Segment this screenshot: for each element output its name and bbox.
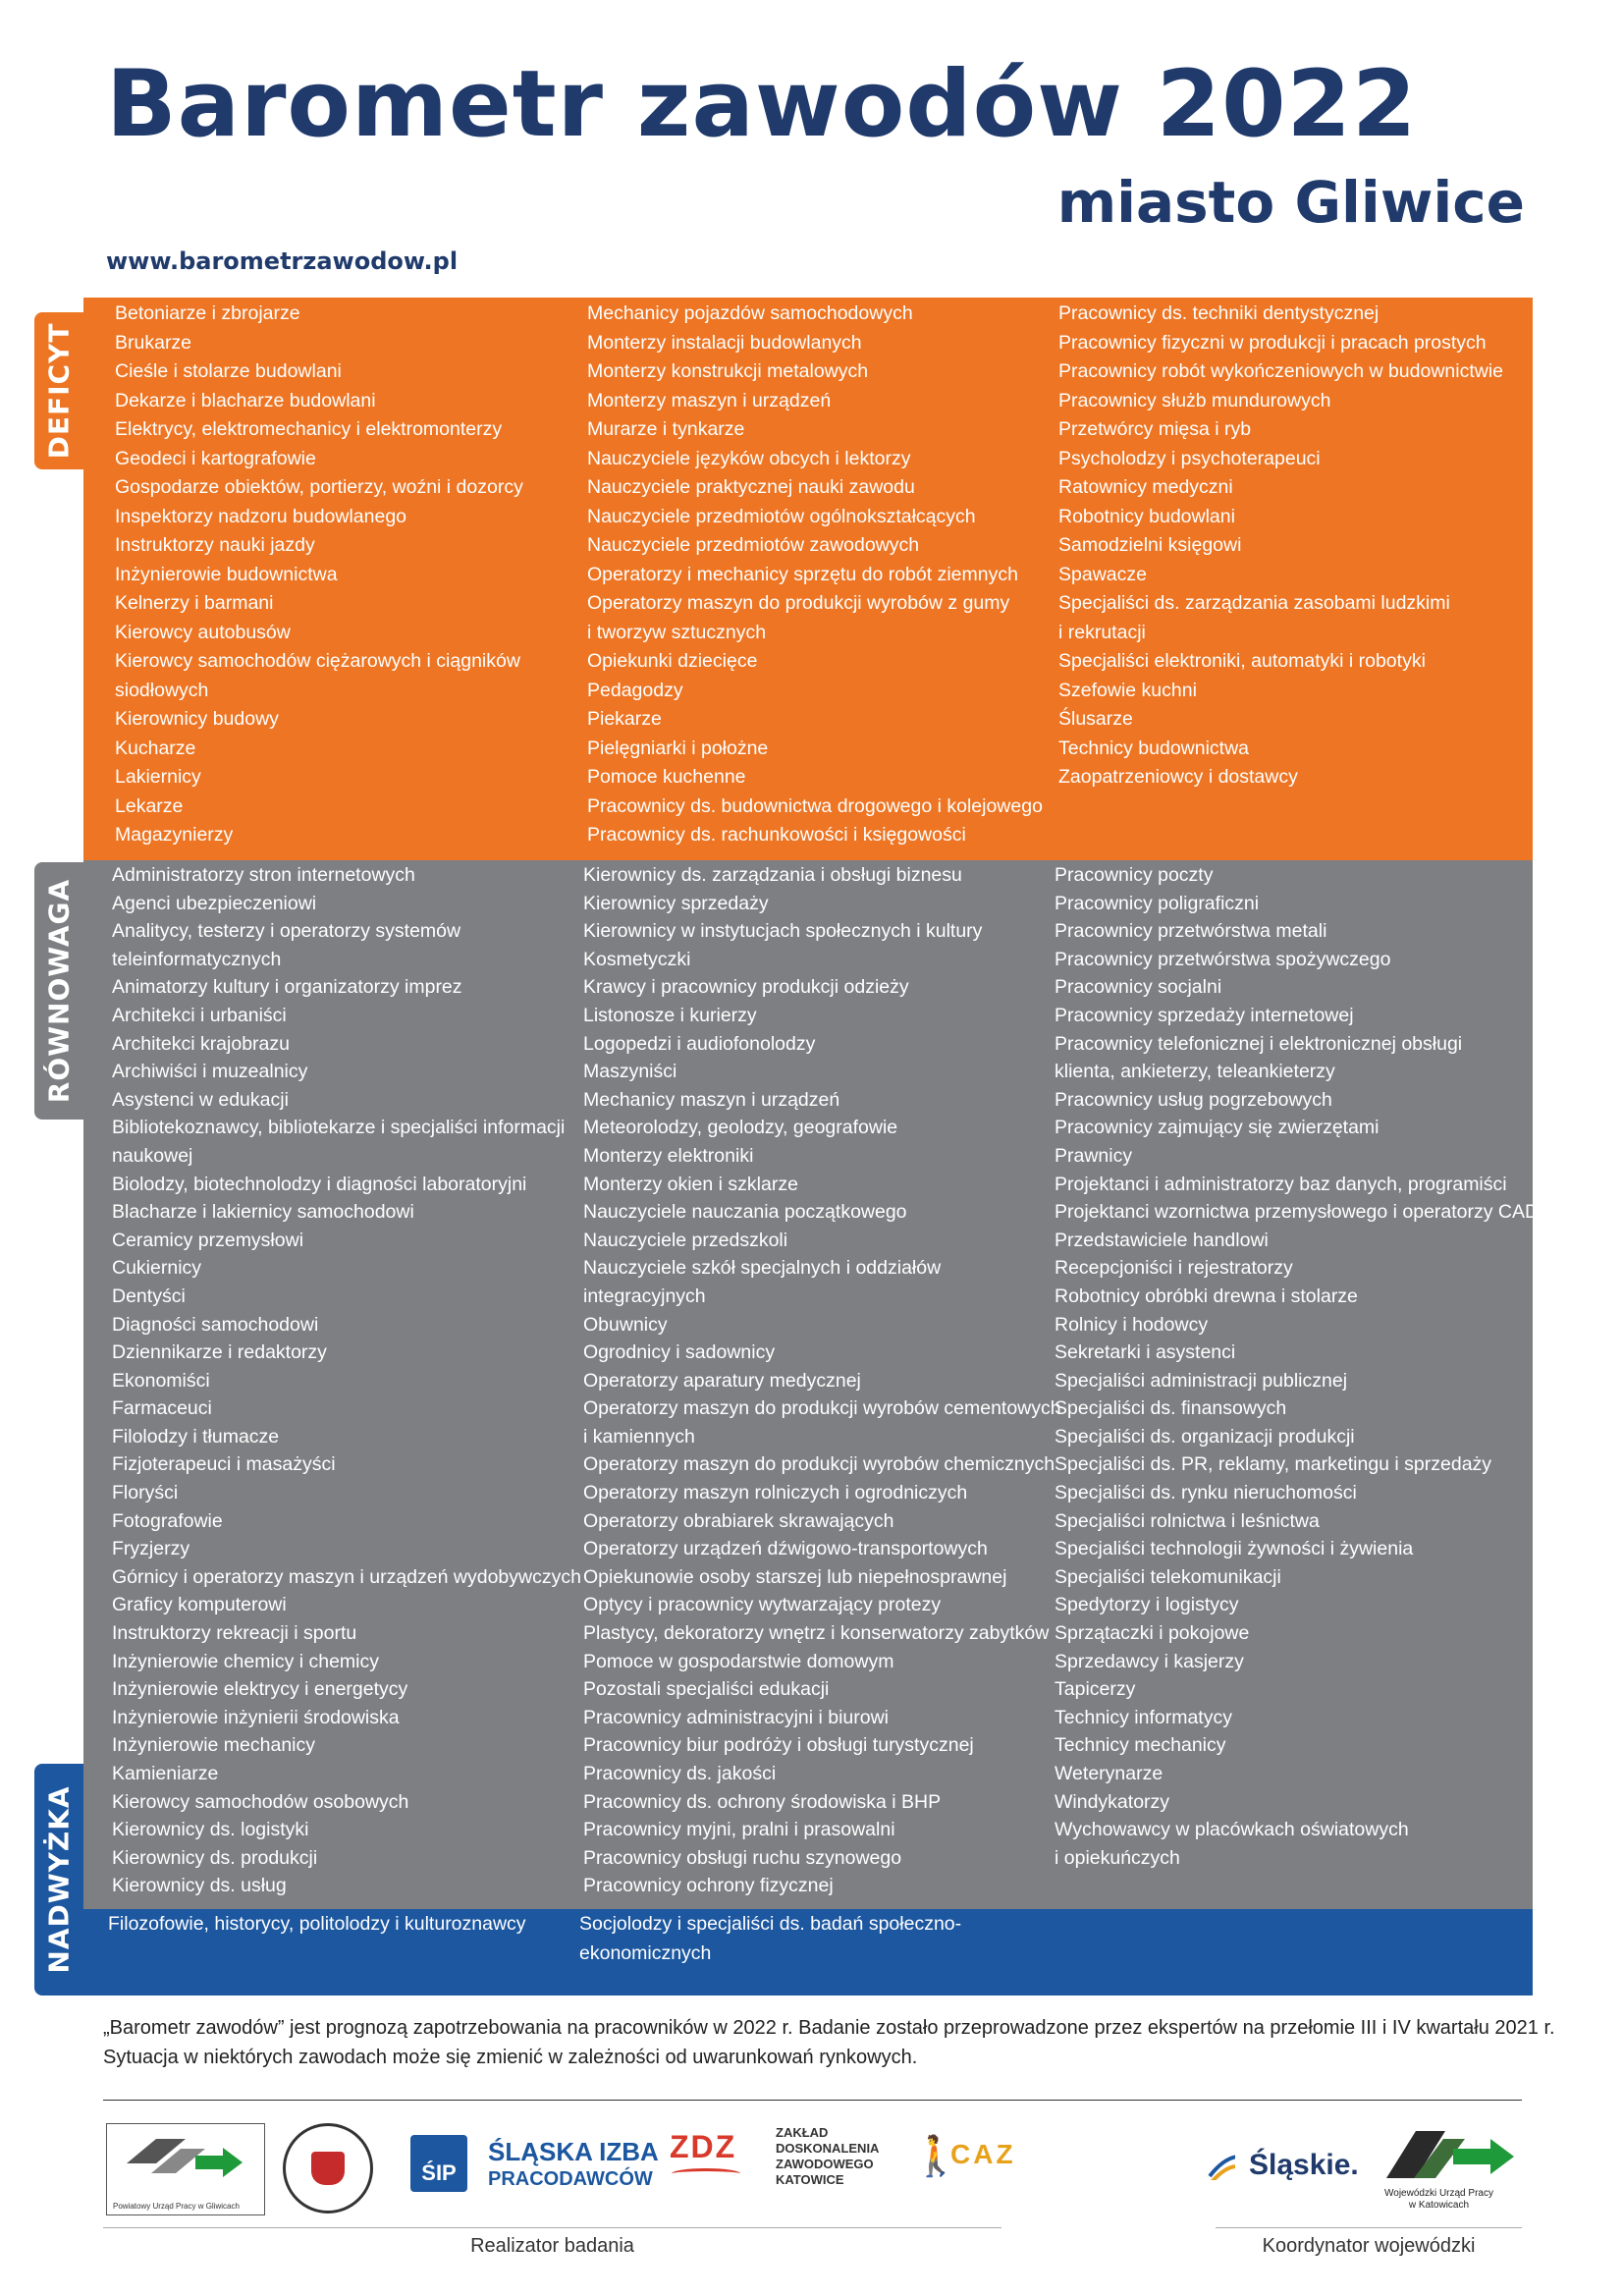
- occupation-item: Inspektorzy nadzoru budowlanego: [115, 505, 407, 527]
- occupation-item: Monterzy okien i szklarze: [583, 1173, 798, 1195]
- occupation-item: Listonosze i kurierzy: [583, 1004, 757, 1026]
- occupation-item: Bibliotekoznawcy, bibliotekarze i specjaliści informacji: [112, 1117, 566, 1139]
- zdz-name-line-1: ZAKŁAD: [776, 2125, 829, 2140]
- deficit-label: DEFICYT: [42, 322, 76, 460]
- occupation-item: Ogrodnicy i sadownicy: [583, 1341, 776, 1364]
- occupation-item: Operatorzy i mechanicy sprzętu do robót ziemnych: [587, 563, 1018, 585]
- occupation-item: Operatorzy obrabiarek skrawających: [583, 1509, 894, 1532]
- occupation-item: Kierowcy samochodów ciężarowych i ciągników: [115, 650, 520, 672]
- occupation-item: Specjaliści ds. organizacji produkcji: [1055, 1425, 1355, 1448]
- occupation-item: Pracownicy obsługi ruchu szynowego: [583, 1846, 902, 1869]
- occupation-item: Asystenci w edukacji: [112, 1088, 289, 1111]
- occupation-item: Pracownicy zajmujący się zwierzętami: [1055, 1117, 1380, 1139]
- occupation-item: Architekci krajobrazu: [112, 1032, 290, 1055]
- occupation-item: Specjaliści ds. finansowych: [1055, 1397, 1287, 1420]
- occupation-item: Robotnicy budowlani: [1058, 505, 1235, 527]
- occupation-item: Kierownicy ds. zarządzania i obsługi biznesu: [583, 864, 962, 886]
- slaskie-logo: Śląskie.: [1249, 2149, 1359, 2181]
- occupation-item: Pracownicy przetwórstwa metali: [1055, 920, 1327, 943]
- occupation-item: Projektanci wzornictwa przemysłowego i operatorzy CAD: [1055, 1201, 1540, 1224]
- occupation-item: Architekci i urbaniści: [112, 1004, 287, 1026]
- occupation-item: Nauczyciele szkół specjalnych i oddziałów: [583, 1257, 942, 1280]
- occupation-item: Kosmetyczki: [583, 948, 691, 970]
- realizator-label: Realizator badania: [470, 2235, 634, 2257]
- wup-caption-line-1: Wojewódzki Urząd Pracy: [1384, 2188, 1493, 2199]
- occupation-item: i kamiennych: [583, 1425, 695, 1448]
- occupation-item: teleinformatycznych: [112, 948, 282, 970]
- occupation-item: integracyjnych: [583, 1285, 706, 1307]
- sip-logo-subtitle: PRACODAWCÓW: [488, 2168, 653, 2190]
- website-link[interactable]: www.barometrzawodow.pl: [106, 247, 459, 275]
- balance-column-2: [583, 861, 1061, 1900]
- zdz-name-line-4: KATOWICE: [776, 2172, 844, 2187]
- occupation-item: klienta, ankieterzy, teleankieterzy: [1055, 1061, 1335, 1083]
- occupation-item: Nauczyciele przedmiotów ogólnokształcących: [587, 505, 976, 527]
- occupation-item: Opiekunowie osoby starszej lub niepełnosprawnej: [583, 1565, 1007, 1588]
- surplus-column-2: [579, 1909, 961, 1968]
- realizator-divider: [103, 2227, 1001, 2228]
- occupation-item: Cukiernicy: [112, 1257, 202, 1280]
- occupation-item: Tapicerzy: [1055, 1678, 1136, 1701]
- occupation-item: Analitycy, testerzy i operatorzy systemów: [112, 920, 461, 943]
- zdz-wave-icon: [672, 2168, 740, 2179]
- occupation-item: Meteorolodzy, geolodzy, geografowie: [583, 1117, 898, 1139]
- occupation-item: Pracownicy poligraficzni: [1055, 892, 1260, 914]
- balance-column-1: [112, 861, 581, 1900]
- occupation-item: Blacharze i lakiernicy samochodowi: [112, 1201, 414, 1224]
- wup-caption-line-2: w Katowicach: [1408, 2200, 1470, 2211]
- occupation-item: Pracownicy ds. techniki dentystycznej: [1058, 302, 1380, 324]
- occupation-item: Animatorzy kultury i organizatorzy imprez: [112, 976, 462, 999]
- occupation-item: Sprzątaczki i pokojowe: [1055, 1622, 1250, 1645]
- disclaimer: [103, 2013, 1555, 2072]
- occupation-item: Dentyści: [112, 1285, 186, 1307]
- occupation-item: Geodeci i kartografowie: [115, 447, 316, 469]
- occupation-item: Pracownicy ds. budownictwa drogowego i kolejowego: [587, 794, 1043, 817]
- occupation-item: Monterzy elektroniki: [583, 1144, 754, 1167]
- occupation-item: Fizjoterapeuci i masażyści: [112, 1453, 336, 1476]
- occupation-item: Krawcy i pracownicy produkcji odzieży: [583, 976, 909, 999]
- sip-logo-badge: ŚIP: [410, 2135, 467, 2192]
- occupation-item: Inżynierowie budownictwa: [115, 563, 338, 585]
- occupation-item: Psycholodzy i psychoterapeuci: [1058, 447, 1321, 469]
- coordinator-label: Koordynator wojewódzki: [1262, 2235, 1476, 2257]
- occupation-item: Socjolodzy i specjaliści ds. badań społeczno-: [579, 1913, 962, 1935]
- occupation-item: Specjaliści ds. rynku nieruchomości: [1055, 1482, 1357, 1504]
- disclaimer-line-2: Sytuacja w niektórych zawodach może się zmienić w zależności od uwarunkowań rynkowych.: [103, 2047, 918, 2068]
- pup-caption: Powiatowy Urząd Pracy w Gliwicach: [113, 2202, 240, 2211]
- occupation-item: Zaopatrzeniowcy i dostawcy: [1058, 766, 1298, 788]
- occupation-item: Mechanicy pojazdów samochodowych: [587, 302, 913, 324]
- occupation-item: Szefowie kuchni: [1058, 679, 1197, 701]
- occupation-item: Lekarze: [115, 794, 184, 817]
- occupation-item: Kucharze: [115, 737, 196, 759]
- occupation-item: Samodzielni księgowi: [1058, 534, 1242, 556]
- occupation-item: Pracownicy ds. ochrony środowiska i BHP: [583, 1790, 942, 1813]
- occupation-item: Farmaceuci: [112, 1397, 212, 1420]
- occupation-item: Pielęgniarki i położne: [587, 737, 769, 759]
- page-title: Barometr zawodów 2022: [106, 51, 1418, 158]
- occupation-item: Fotografowie: [112, 1509, 223, 1532]
- occupation-item: Specjaliści administracji publicznej: [1055, 1369, 1348, 1392]
- crest-shield-icon: [311, 2152, 345, 2185]
- occupation-item: Plastycy, dekoratorzy wnętrz i konserwatorzy zabytków: [583, 1622, 1050, 1645]
- occupation-item: Technicy informatycy: [1055, 1706, 1232, 1728]
- caz-logo: CAZ: [950, 2139, 1016, 2169]
- city-crest-logo: [283, 2123, 373, 2214]
- occupation-item: Elektrycy, elektromechanicy i elektromonterzy: [115, 418, 503, 440]
- occupation-item: Specjaliści ds. zarządzania zasobami ludzkimi: [1058, 592, 1450, 614]
- occupation-item: Pomoce kuchenne: [587, 766, 746, 788]
- occupation-item: Windykatorzy: [1055, 1790, 1170, 1813]
- occupation-item: Recepcjoniści i rejestratorzy: [1055, 1257, 1293, 1280]
- occupation-item: Pozostali specjaliści edukacji: [583, 1678, 830, 1701]
- pup-logo: [106, 2123, 265, 2215]
- zdz-name: [776, 2125, 879, 2188]
- occupation-item: Specjaliści elektroniki, automatyki i robotyki: [1058, 650, 1426, 672]
- occupation-item: Administratorzy stron internetowych: [112, 864, 415, 886]
- occupation-item: Spedytorzy i logistycy: [1055, 1594, 1239, 1616]
- occupation-item: Operatorzy maszyn do produkcji wyrobów cementowych: [583, 1397, 1061, 1420]
- occupation-item: Nauczyciele praktycznej nauki zawodu: [587, 476, 915, 498]
- occupation-item: Spawacze: [1058, 563, 1147, 585]
- occupation-item: Inżynierowie elektrycy i energetycy: [112, 1678, 408, 1701]
- balance-label: RÓWNOWAGA: [42, 878, 76, 1104]
- occupation-item: Kierownicy ds. logistyki: [112, 1819, 309, 1841]
- occupation-item: Monterzy konstrukcji metalowych: [587, 360, 869, 382]
- occupation-item: Specjaliści telekomunikacji: [1055, 1565, 1281, 1588]
- occupation-item: Fryzjerzy: [112, 1538, 190, 1560]
- occupation-item: Kierownicy sprzedaży: [583, 892, 769, 914]
- occupation-item: Nauczyciele przedmiotów zawodowych: [587, 534, 920, 556]
- occupation-item: Dziennikarze i redaktorzy: [112, 1341, 327, 1364]
- disclaimer-line-1: „Barometr zawodów” jest prognozą zapotrzebowania na pracowników w 2022 r. Badanie zostało przeprowadzone przez ekspertów na przełomie III i IV kwartału 2021 r.: [103, 2017, 1555, 2039]
- deficit-tab: [34, 312, 83, 469]
- deficit-column-2: [587, 300, 1043, 850]
- occupation-item: Nauczyciele nauczania początkowego: [583, 1201, 907, 1224]
- occupation-item: siodłowych: [115, 679, 209, 701]
- occupation-item: Technicy mechanicy: [1055, 1734, 1226, 1757]
- zdz-name-line-2: DOSKONALENIA: [776, 2141, 880, 2156]
- occupation-item: Pracownicy ochrony fizycznej: [583, 1875, 834, 1897]
- footer-divider: [103, 2100, 1522, 2101]
- occupation-item: Pracownicy robót wykończeniowych w budownictwie: [1058, 360, 1504, 382]
- occupation-item: Instruktorzy rekreacji i sportu: [112, 1622, 357, 1645]
- occupation-item: Specjaliści ds. PR, reklamy, marketingu i sprzedaży: [1055, 1453, 1492, 1476]
- occupation-item: Gospodarze obiektów, portierzy, woźni i dozorcy: [115, 476, 523, 498]
- occupation-item: Agenci ubezpieczeniowi: [112, 892, 317, 914]
- occupation-item: Specjaliści rolnictwa i leśnictwa: [1055, 1509, 1320, 1532]
- occupation-item: Wychowawcy w placówkach oświatowych: [1055, 1819, 1409, 1841]
- occupation-item: Opiekunki dziecięce: [587, 650, 758, 672]
- occupation-item: Magazynierzy: [115, 824, 234, 846]
- surplus-label: NADWYŻKA: [42, 1785, 76, 1974]
- occupation-item: Pracownicy służb mundurowych: [1058, 389, 1331, 411]
- occupation-item: Pracownicy usług pogrzebowych: [1055, 1088, 1332, 1111]
- balance-column-3: [1055, 861, 1539, 1872]
- occupation-item: Optycy i pracownicy wytwarzający protezy: [583, 1594, 942, 1616]
- wup-caption: [1384, 2188, 1493, 2212]
- surplus-column-1: [108, 1909, 526, 1939]
- occupation-item: Lakiernicy: [115, 766, 201, 788]
- occupation-item: Kelnerzy i barmani: [115, 592, 274, 614]
- occupation-item: i tworzyw sztucznych: [587, 621, 767, 643]
- occupation-item: Pracownicy telefonicznej i elektronicznej obsługi: [1055, 1032, 1463, 1055]
- occupation-item: Pracownicy sprzedaży internetowej: [1055, 1004, 1354, 1026]
- occupation-item: Ślusarze: [1058, 708, 1133, 730]
- occupation-item: Górnicy i operatorzy maszyn i urządzeń wydobywczych: [112, 1565, 581, 1588]
- occupation-item: Nauczyciele przedszkoli: [583, 1229, 788, 1251]
- zdz-name-line-3: ZAWODOWEGO: [776, 2157, 874, 2171]
- occupation-item: Pracownicy przetwórstwa spożywczego: [1055, 948, 1391, 970]
- occupation-item: Monterzy instalacji budowlanych: [587, 331, 862, 354]
- occupation-item: Nauczyciele języków obcych i lektorzy: [587, 447, 911, 469]
- occupation-item: Archiwiści i muzealnicy: [112, 1061, 308, 1083]
- caz-figure-icon: 🚶: [911, 2135, 960, 2178]
- occupation-item: naukowej: [112, 1144, 193, 1167]
- occupation-item: Brukarze: [115, 331, 192, 354]
- occupation-item: Kierowcy samochodów osobowych: [112, 1790, 409, 1813]
- occupation-item: Pracownicy socjalni: [1055, 976, 1222, 999]
- occupation-item: Przetwórcy mięsa i ryb: [1058, 418, 1252, 440]
- occupation-item: Obuwnicy: [583, 1313, 668, 1336]
- occupation-item: Ekonomiści: [112, 1369, 210, 1392]
- occupation-item: Instruktorzy nauki jazdy: [115, 534, 315, 556]
- city-subtitle: miasto Gliwice: [1056, 169, 1525, 236]
- occupation-item: Inżynierowie inżynierii środowiska: [112, 1706, 400, 1728]
- occupation-item: Przedstawiciele handlowi: [1055, 1229, 1269, 1251]
- occupation-item: ekonomicznych: [579, 1942, 712, 1964]
- occupation-item: Prawnicy: [1055, 1144, 1133, 1167]
- wup-logo-icon: [1377, 2121, 1524, 2186]
- occupation-item: Pracownicy ds. rachunkowości i księgowości: [587, 824, 966, 846]
- occupation-item: Weterynarze: [1055, 1763, 1163, 1784]
- occupation-item: Kierownicy budowy: [115, 708, 279, 730]
- occupation-item: Filozofowie, historycy, politolodzy i kulturoznawcy: [108, 1913, 526, 1935]
- occupation-item: Mechanicy maszyn i urządzeń: [583, 1088, 840, 1111]
- occupation-item: Pracownicy poczty: [1055, 864, 1214, 886]
- occupation-item: Specjaliści technologii żywności i żywienia: [1055, 1538, 1414, 1560]
- pup-logo-icon: [107, 2124, 264, 2193]
- occupation-item: Projektanci i administratorzy baz danych, programiści: [1055, 1173, 1507, 1195]
- occupation-item: Pracownicy biur podróży i obsługi turystycznej: [583, 1734, 974, 1757]
- occupation-item: Pracownicy administracyjni i biurowi: [583, 1706, 890, 1728]
- occupation-item: Ceramicy przemysłowi: [112, 1229, 304, 1251]
- balance-tab: [34, 862, 83, 1120]
- occupation-item: Filolodzy i tłumacze: [112, 1425, 280, 1448]
- occupation-item: Floryści: [112, 1482, 179, 1504]
- occupation-item: Maszyniści: [583, 1061, 677, 1083]
- occupation-item: Diagności samochodowi: [112, 1313, 319, 1336]
- occupation-item: Operatorzy maszyn rolniczych i ogrodniczych: [583, 1482, 968, 1504]
- occupation-item: Inżynierowie mechanicy: [112, 1734, 316, 1757]
- occupation-item: Pedagodzy: [587, 679, 683, 701]
- occupation-item: i rekrutacji: [1058, 621, 1146, 643]
- occupation-item: Ratownicy medyczni: [1058, 476, 1233, 498]
- occupation-item: Piekarze: [587, 708, 662, 730]
- occupation-item: Rolnicy i hodowcy: [1055, 1313, 1209, 1336]
- surplus-tab: [34, 1764, 83, 1995]
- occupation-item: Kierownicy ds. usług: [112, 1875, 287, 1897]
- occupation-item: Monterzy maszyn i urządzeń: [587, 389, 832, 411]
- occupation-item: Kierownicy ds. produkcji: [112, 1846, 318, 1869]
- occupation-item: Technicy budownictwa: [1058, 737, 1250, 759]
- occupation-item: Operatorzy aparatury medycznej: [583, 1369, 861, 1392]
- occupation-item: Kierownicy w instytucjach społecznych i kultury: [583, 920, 983, 943]
- occupation-item: Sprzedawcy i kasjerzy: [1055, 1650, 1244, 1672]
- occupation-item: Graficy komputerowi: [112, 1594, 287, 1616]
- occupation-item: Robotnicy obróbki drewna i stolarze: [1055, 1285, 1358, 1307]
- occupation-item: Biolodzy, biotechnolodzy i diagności laboratoryjni: [112, 1173, 527, 1195]
- occupation-item: Operatorzy maszyn do produkcji wyrobów z gumy: [587, 592, 1010, 614]
- occupation-item: Pomoce w gospodarstwie domowym: [583, 1650, 894, 1672]
- zdz-logo: ZDZ: [670, 2129, 737, 2164]
- occupation-item: i opiekuńczych: [1055, 1846, 1180, 1869]
- occupation-item: Murarze i tynkarze: [587, 418, 745, 440]
- occupation-item: Pracownicy ds. jakości: [583, 1763, 777, 1784]
- occupation-item: Pracownicy fizyczni w produkcji i pracach prostych: [1058, 331, 1487, 354]
- sip-logo-name: ŚLĄSKA IZBA: [488, 2137, 659, 2166]
- deficit-column-3: [1058, 300, 1503, 793]
- occupation-item: Operatorzy maszyn do produkcji wyrobów chemicznych: [583, 1453, 1055, 1476]
- slaskie-swirl-icon: [1206, 2151, 1235, 2180]
- occupation-item: Betoniarze i zbrojarze: [115, 302, 300, 324]
- occupation-item: Operatorzy urządzeń dźwigowo-transportowych: [583, 1538, 988, 1560]
- deficit-column-1: [115, 300, 523, 850]
- occupation-item: Cieśle i stolarze budowlani: [115, 360, 342, 382]
- occupation-item: Pracownicy myjni, pralni i prasowalni: [583, 1819, 895, 1841]
- coordinator-divider: [1216, 2227, 1522, 2228]
- occupation-item: Kierowcy autobusów: [115, 621, 291, 643]
- occupation-item: Dekarze i blacharze budowlani: [115, 389, 376, 411]
- occupation-item: Logopedzi i audiofonolodzy: [583, 1032, 816, 1055]
- occupation-item: Inżynierowie chemicy i chemicy: [112, 1650, 380, 1672]
- occupation-item: Sekretarki i asystenci: [1055, 1341, 1236, 1364]
- occupation-item: Kamieniarze: [112, 1763, 219, 1784]
